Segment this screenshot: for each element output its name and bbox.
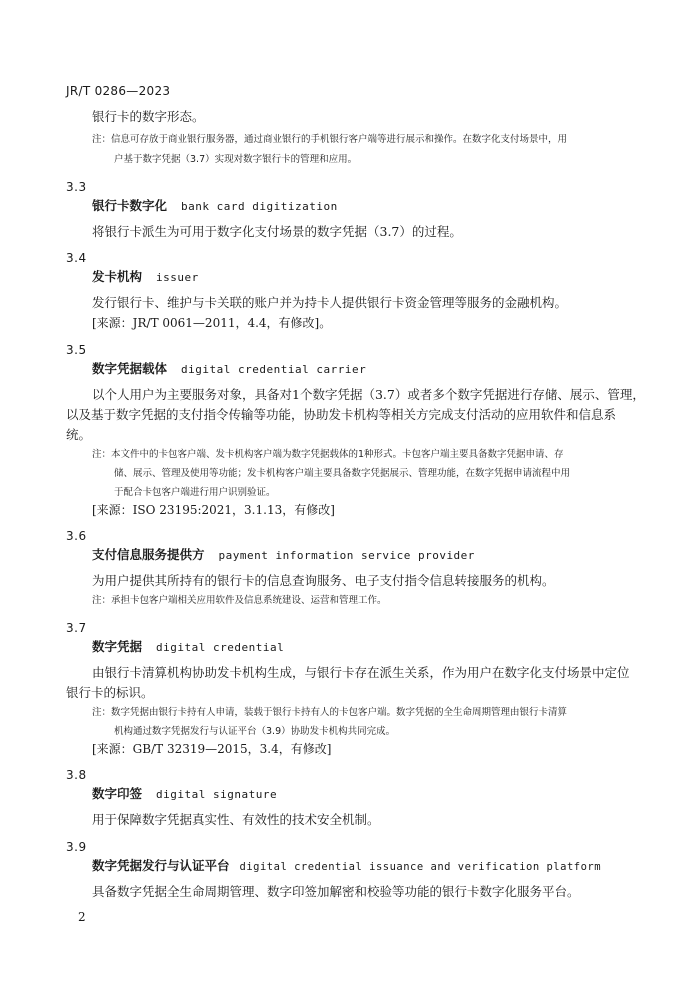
section-number-3-5: 3.5: [66, 343, 87, 357]
term-en: digital signature: [156, 788, 278, 801]
definition-3-7-line2: 银行卡的标识。: [66, 685, 154, 700]
section-number-3-9: 3.9: [66, 840, 87, 854]
term-en: issuer: [156, 271, 199, 284]
term-en: digital credential issuance and verification platform: [239, 861, 602, 873]
note-3-7-line1: 注：数字凭据由银行卡持有人申请，装载于银行卡持有人的卡包客户端。数字凭据的全生命周期管理由银行卡清算: [92, 707, 568, 718]
term-en: digital credential carrier: [181, 363, 367, 376]
note-3-5-line3: 于配合卡包客户端进行用户识别验证。: [114, 487, 276, 498]
term-3-5: [92, 359, 366, 377]
document-header: JR/T 0286—2023: [66, 84, 171, 98]
source-3-7: [来源：GB/T 32319—2015，3.4，有修改]: [92, 742, 332, 756]
section-number-3-8: 3.8: [66, 768, 87, 782]
term-zh: 银行卡数字化: [92, 198, 168, 213]
definition-3-4: 发行银行卡、维护与卡关联的账户并为持卡人提供银行卡资金管理等服务的金融机构。: [92, 295, 568, 310]
section-number-3-4: 3.4: [66, 251, 87, 265]
term-en: digital credential: [156, 641, 285, 654]
definition-3-3: 将银行卡派生为可用于数字化支付场景的数字凭据（3.7）的过程。: [92, 224, 462, 239]
definition-3-7-line1: 由银行卡清算机构协助发卡机构生成，与银行卡存在派生关系，作为用户在数字化支付场景中定位: [92, 665, 630, 680]
section-number-3-6: 3.6: [66, 529, 87, 543]
intro-note-line2: 户基于数字凭据（3.7）实现对数字银行卡的管理和应用。: [114, 154, 358, 165]
intro-note-line1: 注：信息可存放于商业银行服务器，通过商业银行的手机银行客户端等进行展示和操作。在数字化支付场景中，用: [92, 134, 568, 145]
term-zh: 支付信息服务提供方: [92, 547, 205, 562]
term-zh: 数字凭据载体: [92, 361, 168, 376]
term-3-6: [92, 545, 475, 563]
source-3-4: [来源：JR/T 0061—2011，4.4，有修改]。: [92, 316, 332, 330]
term-zh: 数字凭据发行与认证平台: [92, 858, 230, 873]
definition-3-9: 具备数字凭据全生命周期管理、数字印签加解密和校验等功能的银行卡数字化服务平台。: [92, 884, 580, 899]
section-number-3-3: 3.3: [66, 180, 87, 194]
definition-3-5-line1: 以个人用户为主要服务对象，具备对1个数字凭据（3.7）或者多个数字凭据进行存储、展示、管理，: [92, 387, 645, 402]
definition-3-5-line3: 统。: [66, 427, 92, 442]
section-number-3-7: 3.7: [66, 621, 87, 635]
note-3-7-line2: 机构通过数字凭据发行与认证平台（3.9）协助发卡机构共同完成。: [114, 726, 396, 737]
term-3-7: [92, 637, 284, 655]
definition-3-6: 为用户提供其所持有的银行卡的信息查询服务、电子支付指令信息转接服务的机构。: [92, 573, 555, 588]
term-en: payment information service provider: [218, 549, 475, 562]
term-zh: 发卡机构: [92, 269, 143, 284]
note-3-6: 注：承担卡包客户端相关应用软件及信息系统建设、运营和管理工作。: [92, 595, 387, 606]
page-number: 2: [78, 910, 86, 924]
note-3-5-line2: 储、展示、管理及使用等功能；发卡机构客户端主要具备数字凭据展示、管理功能，在数字凭据申请流程中用: [114, 468, 571, 479]
definition-3-8: 用于保障数字凭据真实性、有效性的技术安全机制。: [92, 812, 380, 827]
term-3-3: [92, 196, 338, 214]
source-3-5: [来源：ISO 23195:2021，3.1.13，有修改]: [92, 503, 335, 517]
term-en: bank card digitization: [181, 200, 338, 213]
intro-text: 银行卡的数字形态。: [92, 109, 205, 124]
definition-3-5-line2: 以及基于数字凭据的支付指令传输等功能，协助发卡机构等相关方完成支付活动的应用软件和信息系: [66, 407, 617, 422]
term-zh: 数字印签: [92, 786, 143, 801]
term-3-4: [92, 267, 199, 285]
term-zh: 数字凭据: [92, 639, 143, 654]
term-3-9: [92, 856, 601, 874]
term-3-8: [92, 784, 277, 802]
note-3-5-line1: 注：本文件中的卡包客户端、发卡机构客户端为数字凭据载体的1种形式。卡包客户端主要具备数字凭据申请、存: [92, 449, 564, 460]
